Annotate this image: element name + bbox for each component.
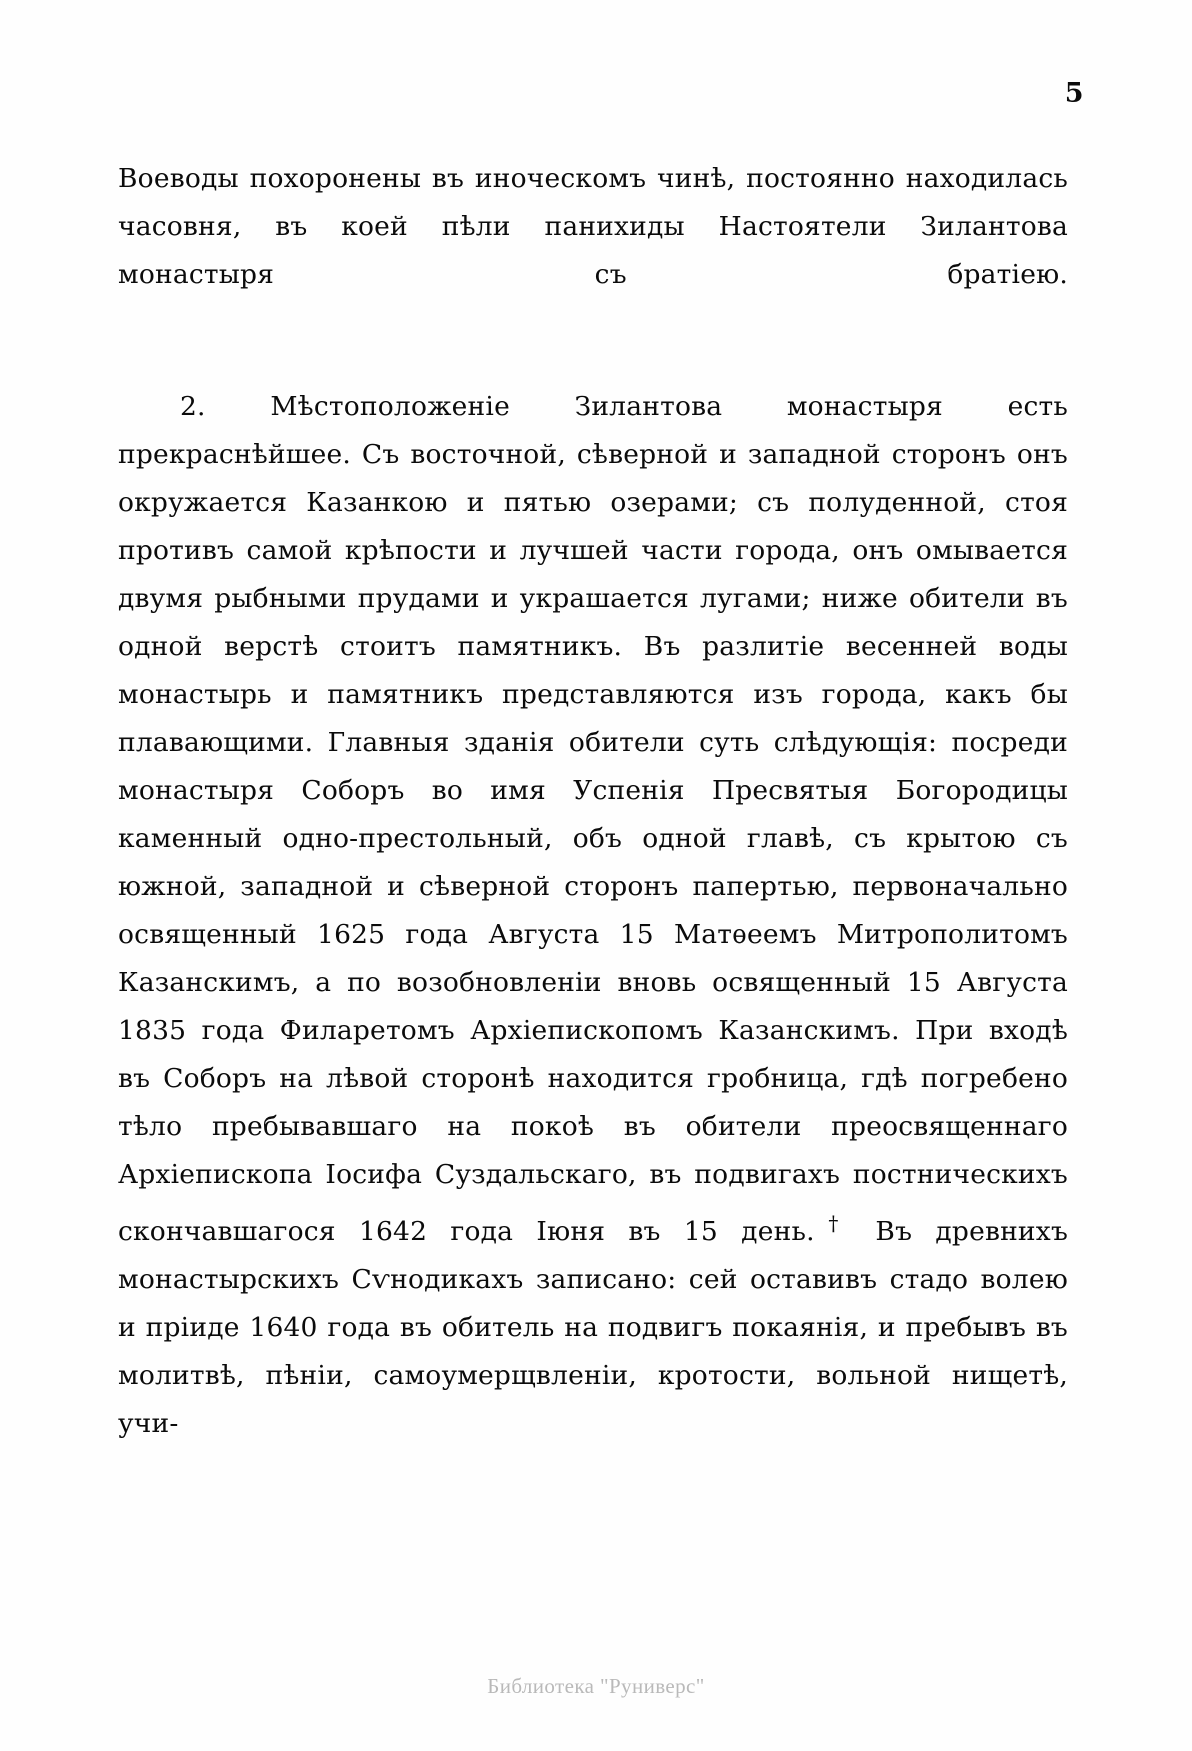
paragraph-1: Воеводы похоронены въ иноческомъ чинѣ, постоянно находилась часовня, въ коей пѣли панихиды Настоятели Зилантова монастыря съ братіею.	[118, 163, 1068, 290]
page-number: 5	[1064, 78, 1084, 109]
library-watermark: Библиотека "Руниверс"	[487, 1674, 705, 1698]
paragraph-2	[118, 383, 1068, 1496]
footnote-marker: †	[814, 1211, 853, 1235]
paragraph-2-continuation: Въ древнихъ монастырскихъ Сѵнодикахъ записано: сей оставивъ стадо волею и пріиде 1640 года въ обитель на подвигъ покаянія, и пребывъ въ молитвѣ, пѣніи, самоумерщвленіи, кротости, вольной нищетѣ, учи-	[118, 1215, 1068, 1439]
page-body-text	[118, 155, 1068, 1496]
paragraph-2-text: 2. Мѣстоположеніе Зилантова монастыря есть прекраснѣйшее. Съ восточной, сѣверной и западной сторонъ онъ окружается Казанкою и пятью озерами; съ полуденной, стоя противъ самой крѣпости и лучшей части города, онъ омывается двумя рыбными прудами и украшается лугами; ниже обители въ одной верстѣ стоитъ памятникъ. Въ разлитіе весенней воды монастырь и памятникъ представляются изъ города, какъ бы плавающими. Главныя зданія обители суть слѣдующія: посреди монастыря Соборъ во имя Успенія Пресвятыя Богородицы каменный одно-престольный, объ одной главѣ, съ крытою съ южной, западной и сѣверной сторонъ папертью, первоначально освященный 1625 года Августа 15 Матѳеемъ Митрополитомъ Казанскимъ, а по возобновленіи вновь освященный 15 Августа 1835 года Филаретомъ Архіепископомъ Казанскимъ. При входѣ въ Соборъ на лѣвой сторонѣ находится гробница, гдѣ погребено тѣло пребывавшаго на покоѣ въ обители преосвященнаго Архіепископа Іосифа Суздальскаго, въ подвигахъ постническихъ скончавшагося 1642 года Іюня въ 15 день.	[118, 391, 1068, 1247]
